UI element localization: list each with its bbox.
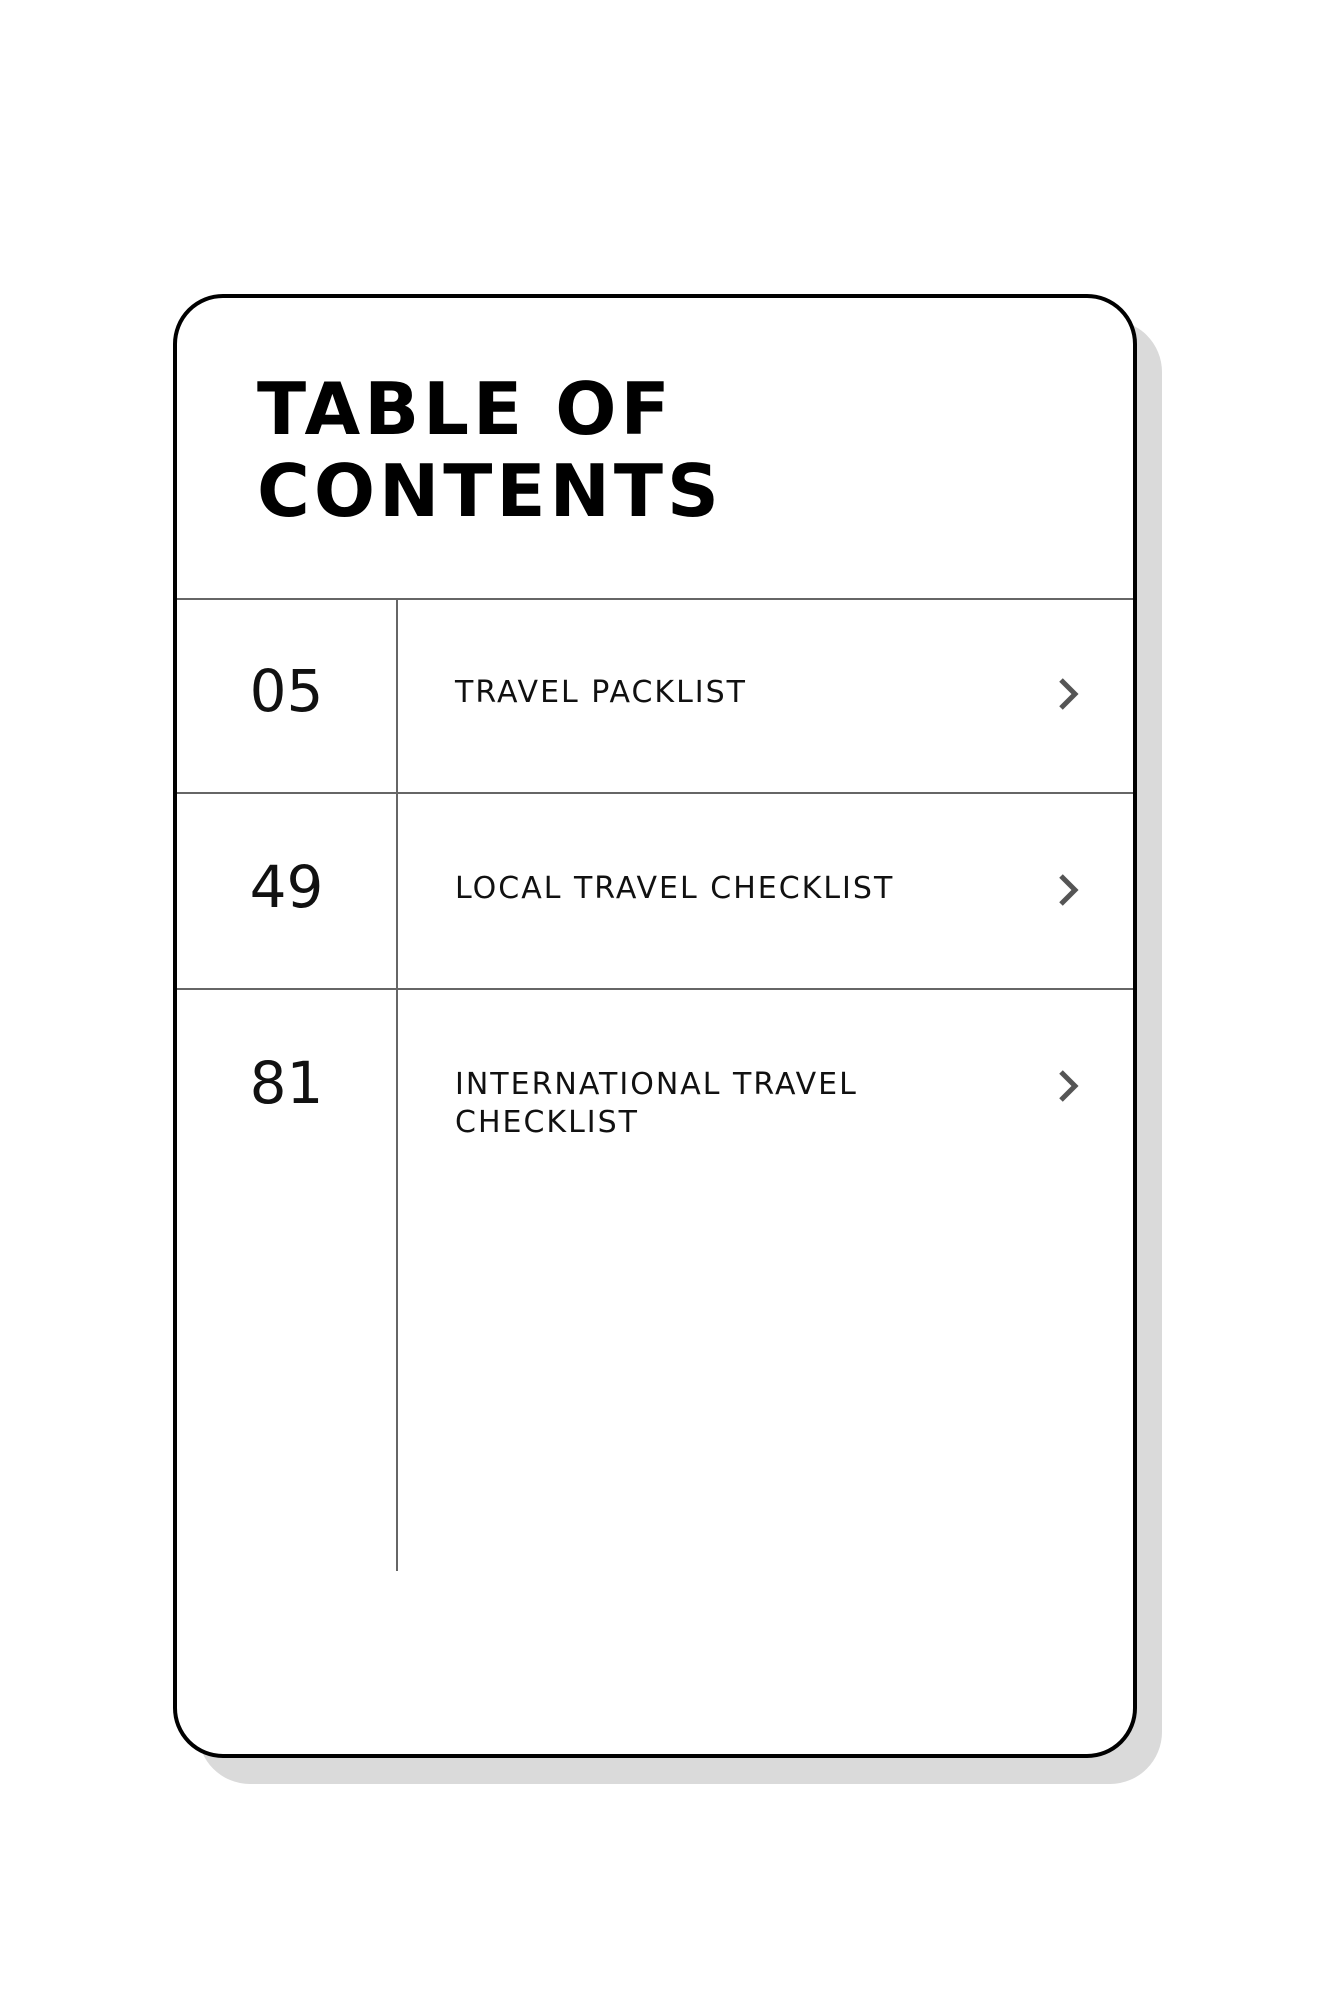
toc-card <box>173 294 1137 1758</box>
entry-label: LOCAL TRAVEL CHECKLIST <box>455 871 895 906</box>
page-number: 49 <box>249 853 324 921</box>
entry-label: TRAVEL PACKLIST <box>455 675 748 710</box>
chevron-right-icon[interactable] <box>1049 870 1089 910</box>
toc-entry-3[interactable] <box>177 990 1133 1184</box>
page-number: 05 <box>249 657 324 725</box>
entry-label: INTERNATIONAL TRAVEL CHECKLIST <box>455 1067 858 1140</box>
chevron-right-icon[interactable] <box>1049 674 1089 714</box>
page-title: TABLE OF CONTENTS <box>257 367 723 533</box>
chevron-right-icon[interactable] <box>1049 1066 1089 1106</box>
page-number: 81 <box>249 1049 324 1117</box>
toc-entry-2[interactable] <box>177 794 1133 988</box>
toc-entry-1[interactable] <box>177 598 1133 792</box>
